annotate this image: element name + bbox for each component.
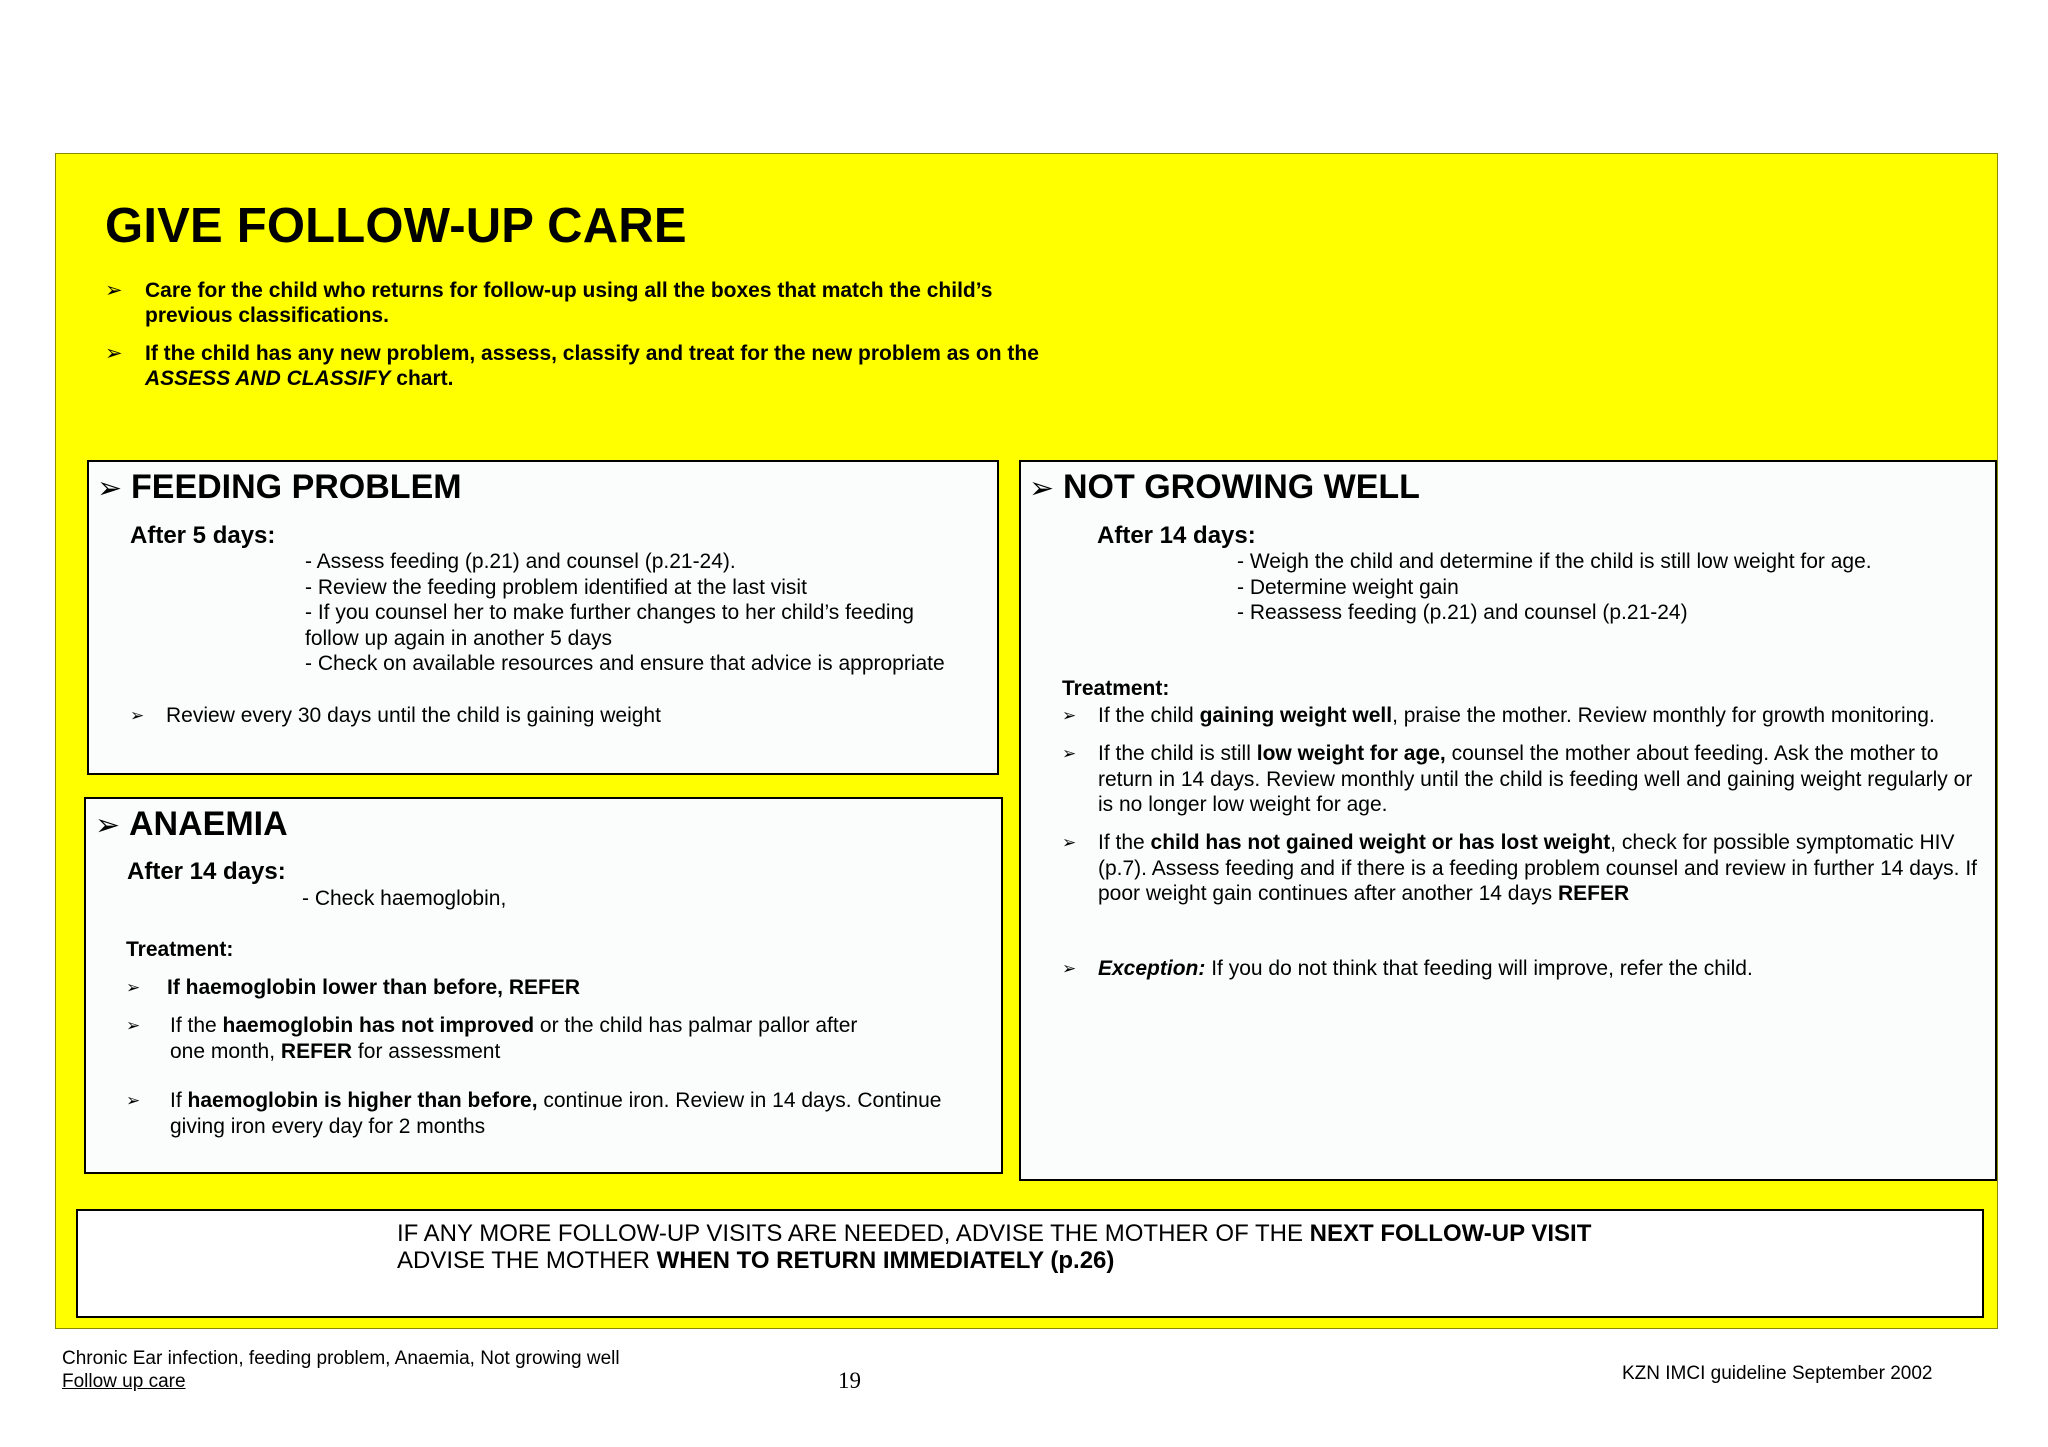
text-run: giving iron every day for 2 months [170, 1114, 486, 1138]
step-line: - Reassess feeding (p.21) and counsel (p.21-24) [1237, 601, 1688, 624]
text-run: If the child is still [1098, 742, 1257, 765]
step-line: - Check on available resources and ensure that advice is appropriate [305, 652, 945, 675]
not-growing-well-title: ➢ NOT GROWING WELL [1029, 468, 1420, 506]
text-run: If the [170, 1014, 223, 1037]
step-line: follow up again in another 5 days [305, 626, 613, 650]
intro-item-1 [105, 278, 1065, 328]
text-run: continue iron. Review in 14 days. Continue [537, 1089, 942, 1112]
step-line: - If you counsel her to make further changes to her child’s feeding [305, 601, 914, 624]
growing-bullet-3 [1062, 830, 1992, 907]
text-run: counsel the mother about feeding. Ask the mother to return in 14 days. Review monthly until the child is feeding well and gaining weight regularly or is no longer low weight for age. [1098, 742, 1973, 816]
step-line: - Check haemoglobin, [302, 887, 507, 910]
step-line: - Determine weight gain [1237, 575, 1459, 599]
arrow-bullet-icon: ➢ [126, 1016, 141, 1035]
text-run: If the [1098, 831, 1151, 854]
feeding-review-bullet: ➢ Review every 30 days until the child is gaining weight [130, 704, 661, 727]
text-run: for assessment [352, 1039, 501, 1063]
arrow-bullet-icon: ➢ [130, 706, 145, 725]
footer-topic: Chronic Ear infection, feeding problem, Anaemia, Not growing well [62, 1348, 620, 1369]
anaemia-steps [302, 886, 506, 912]
text-run: haemoglobin is higher than before, [187, 1089, 538, 1112]
step-line: - Review the feeding problem identified at the last visit [305, 575, 807, 599]
growing-bullet-1 [1062, 703, 1992, 729]
text-run: ASSESS AND CLASSIFY [145, 367, 391, 390]
growing-bullet-4 [1062, 956, 1992, 982]
intro-text [105, 278, 1065, 328]
arrow-bullet-icon: ➢ [1062, 833, 1077, 852]
arrow-bullet-icon: ➢ [105, 279, 123, 302]
text-run: If [170, 1089, 188, 1112]
after-days-label: After 5 days: [130, 522, 276, 549]
text-run: , praise the mother. Review monthly for growth monitoring. [1392, 704, 1935, 727]
text-run: Exception: [1098, 957, 1206, 980]
text-run: gaining weight well [1199, 704, 1393, 727]
feeding-steps [305, 549, 945, 677]
footer-section-link[interactable]: Follow up care [62, 1371, 186, 1392]
text-run: Care for the child who returns for follow-up using all the boxes that match the child’s previous classifications. [145, 279, 993, 327]
text-run: REFER [280, 1039, 353, 1063]
treatment-label: Treatment: [126, 938, 234, 961]
after-days-label: After 14 days: [127, 858, 286, 885]
text-run: If the child has any new problem, assess, classify and treat for the new problem as on the [145, 342, 1039, 365]
anaemia-bullet-1 [126, 975, 996, 1001]
step-line: - Assess feeding (p.21) and counsel (p.21-24). [305, 550, 736, 573]
text-run: If the child [1098, 704, 1200, 727]
arrow-bullet-icon: ➢ [1062, 959, 1077, 978]
text-run: REFER [1557, 882, 1630, 905]
text-run: , check for possible symptomatic HIV (p.7). Assess feeding and if there is a feeding problem counsel and review in further 14 days. If poor weight gain continues after another 14 days [1098, 831, 1977, 905]
text-run: low weight for age, [1256, 742, 1446, 765]
text-run: child has not gained weight or has lost weight [1150, 831, 1611, 854]
page-title: GIVE FOLLOW-UP CARE [105, 199, 687, 253]
arrow-icon: ➢ [97, 472, 123, 505]
feeding-problem-title: ➢ FEEDING PROBLEM [97, 468, 462, 506]
advice-text [397, 1220, 1591, 1274]
text-run: IF ANY MORE FOLLOW-UP VISITS ARE NEEDED, ADVISE THE MOTHER OF THE [397, 1220, 1310, 1247]
text-run: one month, [170, 1039, 281, 1063]
text-run: NEXT FOLLOW-UP VISIT [1309, 1220, 1592, 1247]
arrow-bullet-icon: ➢ [1062, 744, 1077, 763]
arrow-bullet-icon: ➢ [105, 342, 123, 365]
arrow-bullet-icon: ➢ [126, 1091, 141, 1110]
arrow-bullet-icon: ➢ [126, 978, 141, 997]
anaemia-title: ➢ ANAEMIA [95, 805, 288, 843]
growing-steps [1237, 549, 1872, 626]
intro-text [105, 341, 1065, 391]
text-run: WHEN TO RETURN IMMEDIATELY (p.26) [656, 1247, 1115, 1274]
text-run: haemoglobin has not improved [222, 1014, 535, 1037]
arrow-icon: ➢ [95, 809, 121, 842]
text-run: or the child has palmar pallor after [534, 1014, 858, 1037]
page-number: 19 [838, 1368, 861, 1393]
step-line: - Weigh the child and determine if the child is still low weight for age. [1237, 550, 1872, 573]
treatment-label: Treatment: [1062, 677, 1170, 700]
anaemia-bullet-2 [126, 1013, 996, 1064]
footer-guideline: KZN IMCI guideline September 2002 [1622, 1363, 1933, 1384]
text-run: If haemoglobin lower than before, REFER [167, 976, 581, 999]
growing-bullet-2 [1062, 741, 1992, 818]
arrow-icon: ➢ [1029, 472, 1055, 505]
text-run: ADVISE THE MOTHER [397, 1247, 657, 1274]
arrow-bullet-icon: ➢ [1062, 706, 1077, 725]
intro-item-2 [105, 341, 1065, 391]
text-run: If you do not think that feeding will improve, refer the child. [1205, 957, 1753, 980]
anaemia-bullet-3 [126, 1088, 996, 1139]
advice-line-2 [397, 1247, 1591, 1274]
text-run: chart. [390, 367, 454, 390]
after-days-label: After 14 days: [1097, 522, 1256, 549]
advice-line-1 [397, 1220, 1591, 1247]
